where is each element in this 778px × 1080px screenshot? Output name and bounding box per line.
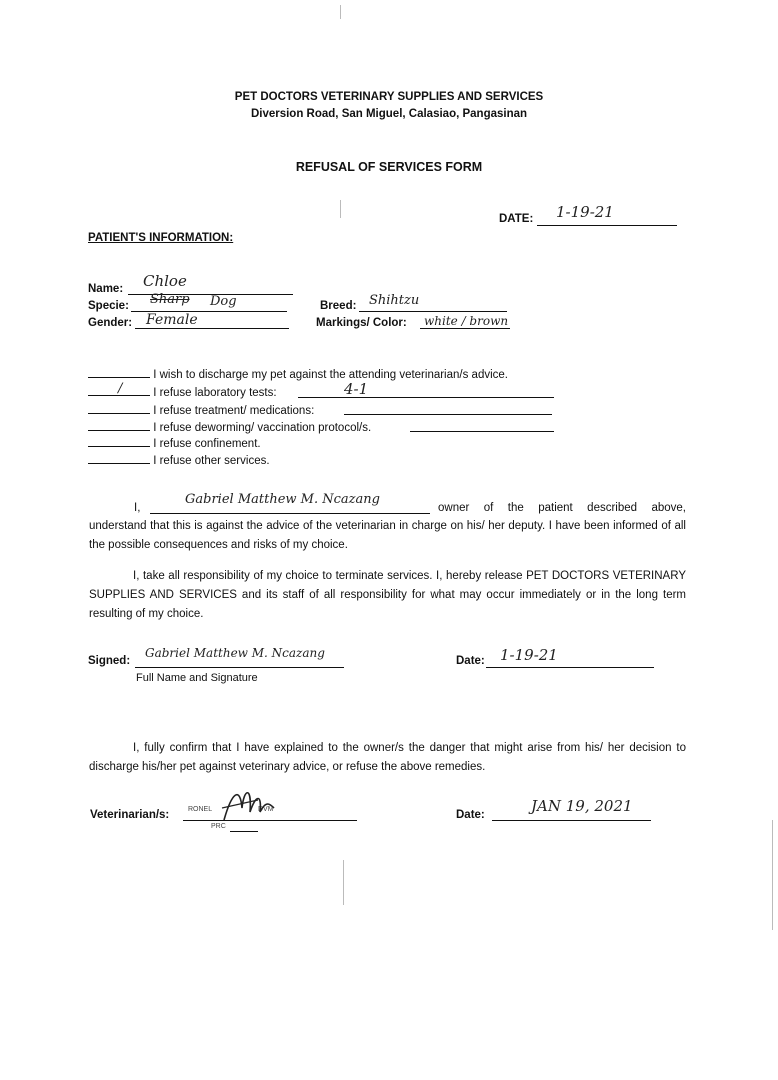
option-row bbox=[88, 453, 270, 467]
company-name: PET DOCTORS VETERINARY SUPPLIES AND SERVICES bbox=[234, 91, 544, 103]
name-value: Chloe bbox=[143, 272, 187, 290]
deworming-line bbox=[410, 431, 554, 432]
option-text: I refuse deworming/ vaccination protocol/s. bbox=[153, 422, 372, 434]
option-row bbox=[88, 403, 314, 417]
signed-date-line bbox=[486, 667, 654, 668]
veterinarian-printed-name: RONEL bbox=[188, 806, 213, 813]
responsibility-body: I, take all responsibility of my choice to terminate services. I, hereby release PET DOCTORS VETERINARY SUPPLIES AND SERVICES and its staff of all responsibility for what may occur immediately or in the long term resulting of my choice. bbox=[89, 570, 686, 620]
option-blank[interactable] bbox=[88, 403, 150, 414]
option-row bbox=[88, 436, 261, 450]
specie-value: Dog bbox=[210, 294, 237, 309]
signed-date-value: 1-19-21 bbox=[500, 646, 558, 664]
lab-tests-value: 4-1 bbox=[344, 380, 369, 398]
markings-line bbox=[420, 328, 510, 329]
statement-owner-suffix: owner of the patient described above, bbox=[438, 502, 686, 514]
scan-artifact bbox=[340, 5, 341, 19]
option-blank[interactable] bbox=[88, 453, 150, 464]
breed-label: Breed: bbox=[320, 300, 357, 312]
option-blank[interactable] bbox=[88, 420, 150, 431]
markings-label: Markings/ Color: bbox=[316, 317, 407, 329]
date-label: DATE: bbox=[499, 213, 534, 225]
prc-line bbox=[230, 831, 258, 832]
signed-label: Signed: bbox=[88, 655, 131, 667]
date-line bbox=[537, 225, 677, 226]
gender-line bbox=[135, 328, 289, 329]
form-title: REFUSAL OF SERVICES FORM bbox=[295, 160, 483, 174]
lab-tests-line bbox=[298, 397, 554, 398]
veterinarian-label: Veterinarian/s: bbox=[90, 809, 170, 821]
signed-caption: Full Name and Signature bbox=[136, 672, 258, 684]
veterinarian-date-label: Date: bbox=[456, 809, 485, 821]
date-value: 1-19-21 bbox=[556, 203, 614, 221]
option-text: I refuse confinement. bbox=[153, 438, 261, 450]
statement-body: understand that this is against the advice of the veterinarian in charge on his/ her deputy. I have been informed of all the possible consequences and risks of my choice. bbox=[89, 520, 686, 551]
scan-artifact bbox=[340, 200, 341, 218]
confirmation-text bbox=[89, 739, 686, 777]
gender-value: Female bbox=[146, 312, 198, 328]
veterinarian-date-value: JAN 19, 2021 bbox=[531, 797, 633, 815]
confirmation-body: I, fully confirm that I have explained to the owner/s the danger that might arise from his/ her decision to discharge his/her pet against veterinary advice, or refuse the above remedies. bbox=[89, 742, 686, 773]
option-blank[interactable] bbox=[88, 436, 150, 447]
statement-i-label: I, bbox=[134, 502, 141, 514]
name-label: Name: bbox=[88, 283, 124, 295]
option-row bbox=[88, 367, 508, 381]
scan-artifact bbox=[343, 860, 344, 905]
signed-value: Gabriel Matthew M. Ncazang bbox=[145, 646, 325, 660]
veterinarian-signature bbox=[218, 782, 278, 826]
owner-name-value: Gabriel Matthew M. Ncazang bbox=[185, 492, 380, 507]
owner-name-line bbox=[150, 513, 430, 514]
veterinarian-prc: PRC bbox=[211, 823, 226, 830]
option-row bbox=[88, 420, 371, 434]
gender-label: Gender: bbox=[88, 317, 133, 329]
option-text: I wish to discharge my pet against the attending veterinarian/s advice. bbox=[153, 369, 508, 381]
specie-label: Specie: bbox=[88, 300, 129, 312]
scan-artifact bbox=[772, 820, 773, 930]
markings-value: white / brown bbox=[424, 314, 509, 328]
specie-scribble: Sharp bbox=[150, 292, 190, 307]
option-blank[interactable] bbox=[88, 367, 150, 378]
company-address: Diversion Road, San Miguel, Calasiao, Pangasinan bbox=[250, 108, 528, 120]
responsibility-text bbox=[89, 567, 686, 624]
breed-line bbox=[359, 311, 507, 312]
option-row bbox=[88, 381, 277, 399]
option-text: I refuse laboratory tests: bbox=[153, 387, 277, 399]
veterinarian-date-line bbox=[492, 820, 651, 821]
option-check-mark: / bbox=[118, 381, 123, 396]
breed-value: Shihtzu bbox=[369, 293, 420, 308]
option-blank[interactable] bbox=[88, 381, 150, 396]
signed-date-label: Date: bbox=[456, 655, 485, 667]
medications-line bbox=[344, 414, 552, 415]
veterinarian-suffix: DVM bbox=[258, 806, 274, 813]
patient-section-title: PATIENT'S INFORMATION: bbox=[88, 232, 234, 244]
option-text: I refuse other services. bbox=[153, 455, 270, 467]
option-text: I refuse treatment/ medications: bbox=[153, 405, 315, 417]
signed-line bbox=[135, 667, 344, 668]
